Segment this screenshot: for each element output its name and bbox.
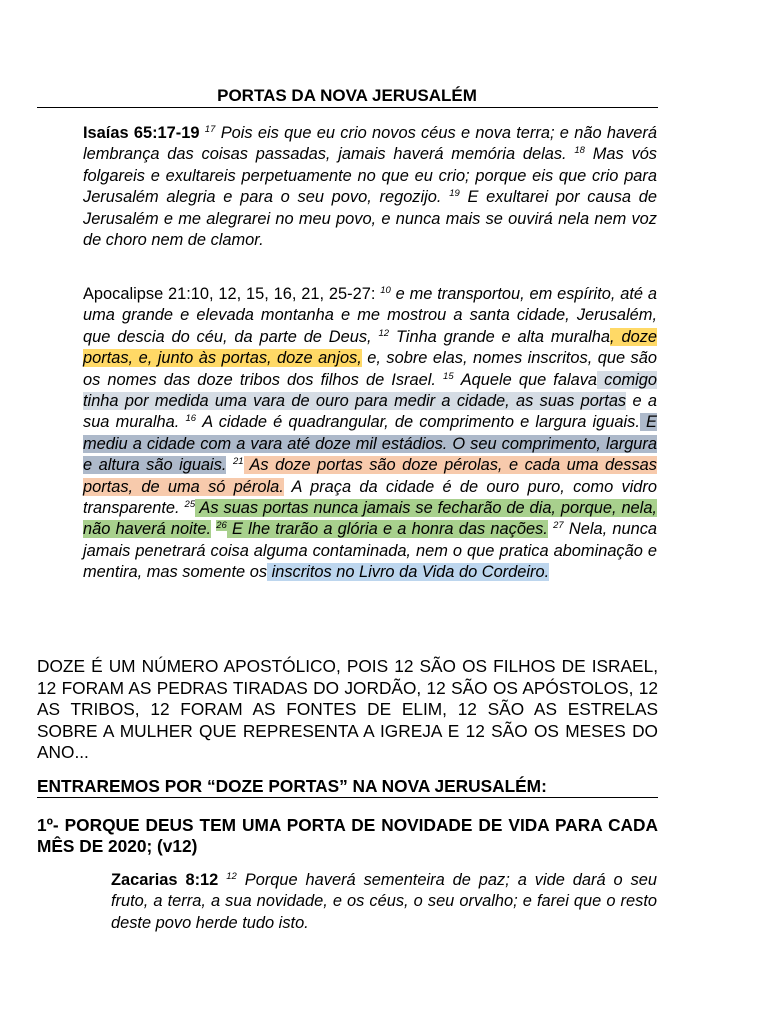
verse-text: E exultarei por causa de Jerusalém e me alegrarei no meu povo, e nunca mais se ouvirá nela nem voz de choro nem de clamor.	[83, 188, 657, 250]
apocalipse-reference: Apocalipse 21:10, 12, 15, 16, 21, 25-27:	[83, 285, 376, 303]
highlight-yellow: e, junto às portas, doze anjos,	[133, 349, 362, 368]
zacarias-reference: Zacarias 8:12	[111, 871, 219, 889]
verse-number: 12	[226, 871, 237, 882]
verse-text: Aquele que falava	[460, 370, 598, 389]
subsection-heading: 1º- PORQUE DEUS TEM UMA PORTA DE NOVIDADE DE VIDA PARA CADA MÊS DE 2020; (v12)	[37, 815, 658, 856]
verse-number: 18	[574, 145, 585, 157]
verse-text: Mas vós folgareis e exultareis perpetuamente no que eu crio; porque eis que crio para Jerusalém alegria e para o seu povo, regozijo.	[83, 145, 658, 207]
verse-text: e a sua muralha.	[83, 392, 658, 432]
verse-number: 15	[443, 370, 454, 382]
isaias-reference: Isaías 65:17-19	[83, 124, 200, 142]
verse-number: 10	[380, 285, 391, 296]
verse-number: 16	[185, 413, 197, 425]
highlight-yellow: , doze portas,	[83, 327, 658, 368]
highlight-blue: inscritos no Livro da Vida do Cordeiro.	[267, 563, 550, 582]
highlight-green: E lhe trarão a glória e a honra das nações.	[226, 520, 548, 539]
title-underline	[37, 107, 658, 108]
section-heading: ENTRAREMOS POR “DOZE PORTAS” NA NOVA JERUSALÉM:	[37, 776, 547, 796]
verse-text: A praça da cidade é de ouro puro, como vidro transparente.	[83, 477, 657, 518]
page-title: PORTAS DA NOVA JERUSALÉM	[217, 86, 477, 105]
verse-text: Pois eis que eu crio novos céus e nova terra; e não haverá lembrança das coisas passadas, jamais haverá memória delas.	[83, 124, 657, 164]
doze-paragraph: DOZE É UM NÚMERO APOSTÓLICO, POIS 12 SÃO OS FILHOS DE ISRAEL, 12 FORAM AS PEDRAS TIRADAS DO JORDÃO, 12 SÃO OS APÓSTOLOS, 12 AS TRIBOS, 12 FORAM AS FONTES DE ELIM, 12 SÃO AS ESTRELAS SOBRE A MULHER QUE REPRESENTA A IGREJA E 12 SÃO OS MESES DO ANO...	[37, 656, 658, 762]
highlight-green: As suas portas nunca jamais se fecharão de dia, porque, nela, não haverá noite.	[83, 499, 657, 539]
verse-text: e me transportou, em espírito, até a uma grande e elevada montanha e me mostrou a santa cidade, Jerusalém, que descia do céu, da parte de Deus,	[83, 285, 657, 346]
verse-number: 25	[184, 499, 196, 511]
verse-number: 21	[232, 456, 244, 468]
isaias-passage	[83, 123, 657, 251]
heading-underline	[37, 797, 658, 798]
verse-text: Nela, nunca jamais penetrará coisa alguma contaminada, nem o que pratica abominação e mentira, mas somente os	[83, 520, 658, 582]
highlight-orange: As doze portas são doze pérolas, e cada uma dessas portas, de uma só pérola.	[83, 456, 657, 496]
verse-number: 19	[449, 188, 460, 200]
verse-text: A cidade é quadrangular, de comprimento e largura iguais.	[202, 413, 640, 432]
verse-number: 26	[216, 520, 227, 532]
zacarias-passage	[111, 870, 657, 934]
verse-text: Tinha grande e alta muralha	[395, 327, 611, 346]
verse-number: 27	[553, 520, 564, 532]
verse-number: 12	[378, 327, 390, 339]
highlight-dark-gray: E mediu a cidade com a vara até doze mil estádios. O seu comprimento, largura e altura são iguais.	[83, 413, 657, 475]
highlight-gray: comigo tinha por medida uma vara de ouro para medir a cidade, as suas portas	[83, 370, 657, 411]
verse-text: Porque haverá sementeira de paz; a vide dará o seu fruto, a terra, a sua novidade, e os céus, o seu orvalho; e farei que o resto deste povo herde tudo isto.	[111, 871, 658, 932]
verse-text: e, sobre elas, nomes inscritos, que são os nomes das doze tribos dos filhos de Israel.	[83, 349, 657, 389]
verse-number: 17	[204, 124, 216, 135]
apocalipse-passage	[83, 284, 657, 584]
